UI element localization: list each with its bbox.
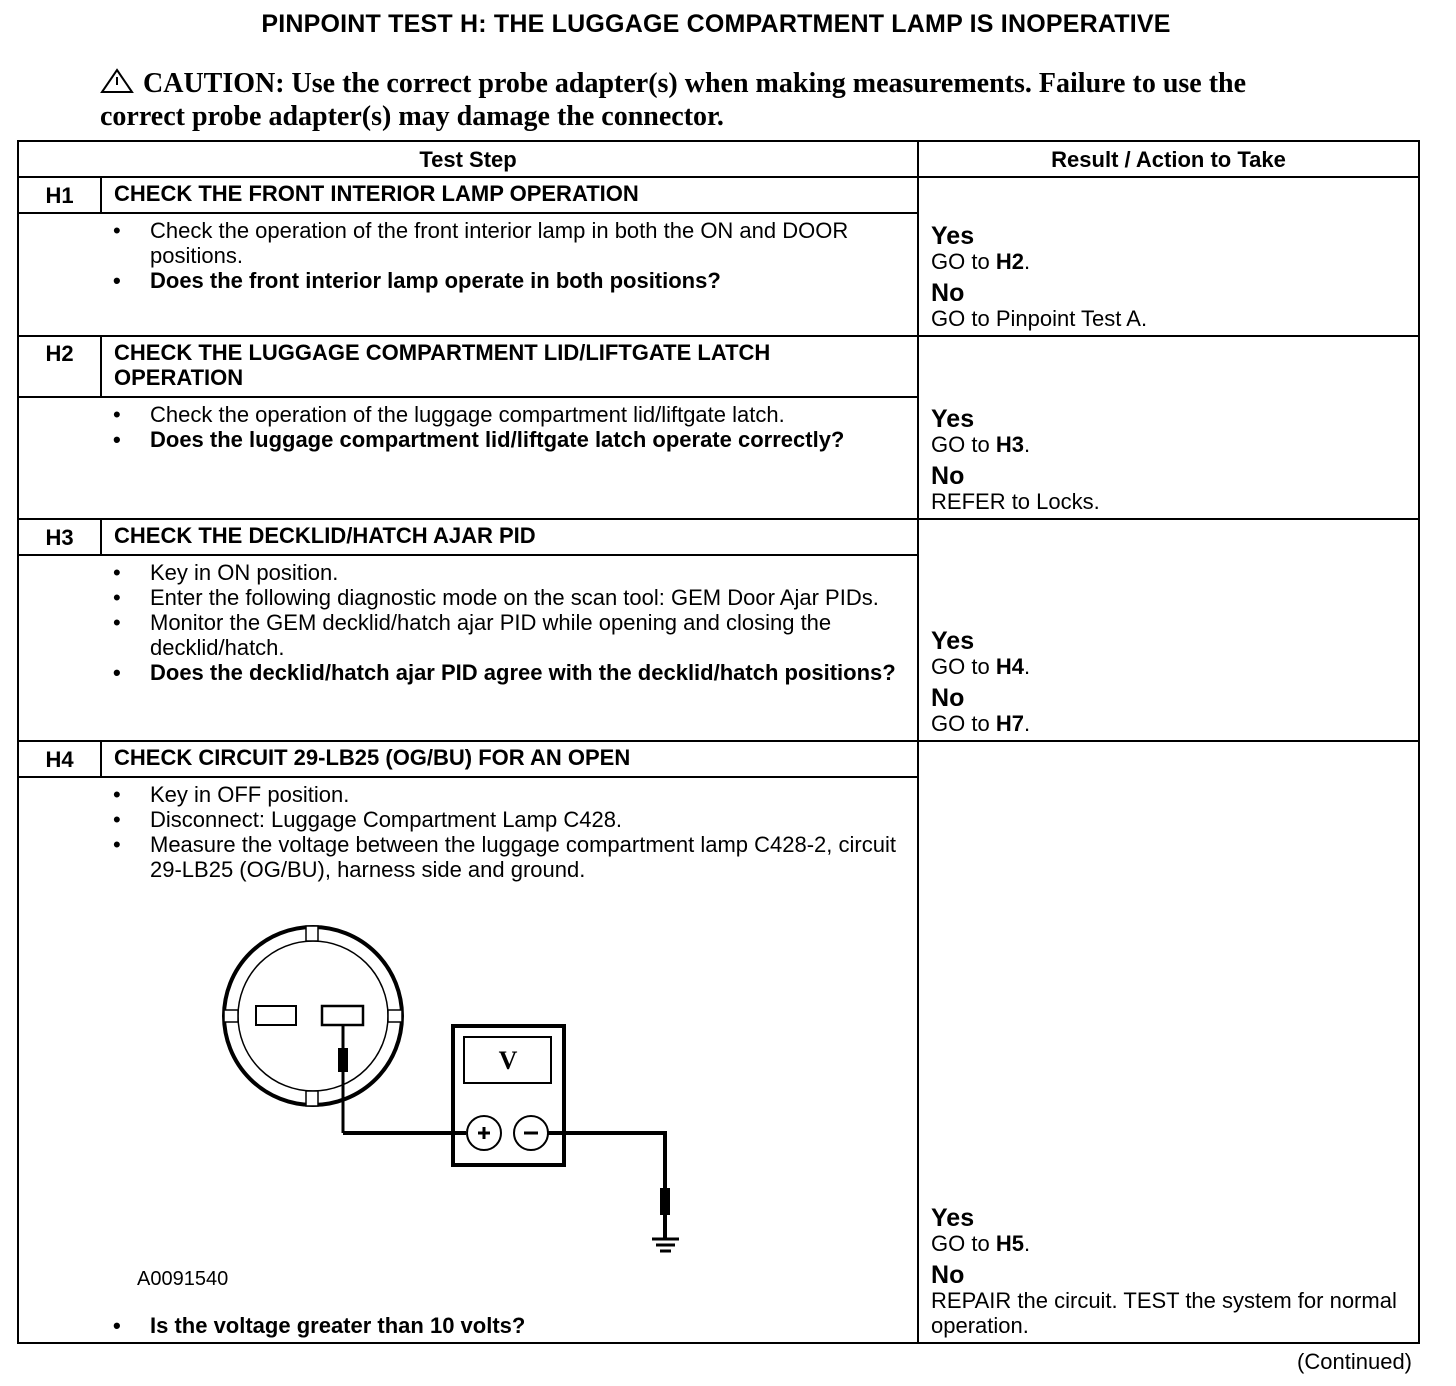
- step-link[interactable]: H7: [995, 711, 1024, 736]
- caution-text: CAUTION: Use the correct probe adapter(s) when making measurements. Failure to use the correct probe adapter(s) may damage the connector.: [100, 68, 1247, 132]
- step-instruction: • Disconnect: Luggage Compartment Lamp C428.: [101, 807, 917, 832]
- step-instruction: • Key in ON position.: [101, 560, 917, 585]
- page-title: PINPOINT TEST H: THE LUGGAGE COMPARTMENT LAMP IS INOPERATIVE: [261, 10, 1171, 38]
- step-link[interactable]: H5: [995, 1231, 1024, 1256]
- step-instruction: • Enter the following diagnostic mode on the scan tool: GEM Door Ajar PIDs.: [101, 585, 917, 610]
- step-id: H2: [18, 336, 101, 397]
- result-yes-label: Yes: [931, 1204, 975, 1232]
- result-yes-action: GO to H5.: [931, 1231, 1031, 1256]
- result-no-action: REFER to Locks.: [931, 489, 1100, 514]
- step-question: • Does the luggage compartment lid/liftgate latch operate correctly?: [101, 427, 917, 452]
- step-instruction: • Key in OFF position.: [101, 782, 917, 807]
- step-id: H1: [18, 177, 101, 213]
- test-lead-positive: [338, 1025, 466, 1133]
- step-instruction: • Measure the voltage between the luggage compartment lamp C428-2, circuit 29-LB25 (OG/BU), harness side and ground.: [101, 832, 917, 882]
- result-no-action: GO to Pinpoint Test A.: [931, 306, 1148, 331]
- step-title: CHECK THE LUGGAGE COMPARTMENT LID/LIFTGATE LATCH OPERATION: [101, 336, 918, 397]
- result-yes-action: GO to H4.: [931, 654, 1031, 679]
- result-no-label: No: [931, 684, 965, 712]
- result-no-action: REPAIR the circuit. TEST the system for normal operation.: [931, 1288, 1397, 1338]
- ground-icon: [652, 1239, 679, 1251]
- result-no-label: No: [931, 1261, 965, 1289]
- step-instruction: • Check the operation of the luggage compartment lid/liftgate latch.: [101, 402, 917, 427]
- step-id: H4: [18, 741, 101, 777]
- meter-unit-label: V: [498, 1046, 518, 1075]
- header-result-action: Result / Action to Take: [918, 141, 1419, 177]
- result-yes-action: GO to H2.: [931, 249, 1031, 274]
- step-id: H3: [18, 519, 101, 555]
- test-lead-ground: [548, 1133, 679, 1251]
- step-question: • Does the front interior lamp operate in both positions?: [101, 268, 917, 293]
- step-title: CHECK THE DECKLID/HATCH AJAR PID: [101, 519, 918, 555]
- step-title: CHECK THE FRONT INTERIOR LAMP OPERATION: [101, 177, 918, 213]
- step-instruction: • Check the operation of the front interior lamp in both the ON and DOOR positions.: [101, 218, 917, 268]
- header-test-step: Test Step: [18, 141, 918, 177]
- step-instruction: • Monitor the GEM decklid/hatch ajar PID while opening and closing the decklid/hatch.: [101, 610, 917, 660]
- result-yes-label: Yes: [931, 222, 975, 250]
- result-no-label: No: [931, 462, 965, 490]
- voltmeter-icon: [453, 1026, 564, 1165]
- result-yes-label: Yes: [931, 405, 975, 433]
- step-title: CHECK CIRCUIT 29-LB25 (OG/BU) FOR AN OPEN: [101, 741, 918, 777]
- step-link[interactable]: H3: [995, 432, 1024, 457]
- result-yes-label: Yes: [931, 627, 975, 655]
- step-question: • Is the voltage greater than 10 volts?: [101, 1313, 525, 1338]
- result-no-action: GO to H7.: [931, 711, 1031, 736]
- figure-id: A0091540: [137, 1268, 229, 1290]
- step-question: • Does the decklid/hatch ajar PID agree with the decklid/hatch positions?: [101, 660, 917, 685]
- continued-label: (Continued): [1297, 1349, 1412, 1374]
- step-link[interactable]: H4: [995, 654, 1024, 679]
- result-no-label: No: [931, 279, 965, 307]
- step-link[interactable]: H2: [995, 249, 1024, 274]
- result-yes-action: GO to H3.: [931, 432, 1031, 457]
- connector-c428-icon: [224, 926, 402, 1106]
